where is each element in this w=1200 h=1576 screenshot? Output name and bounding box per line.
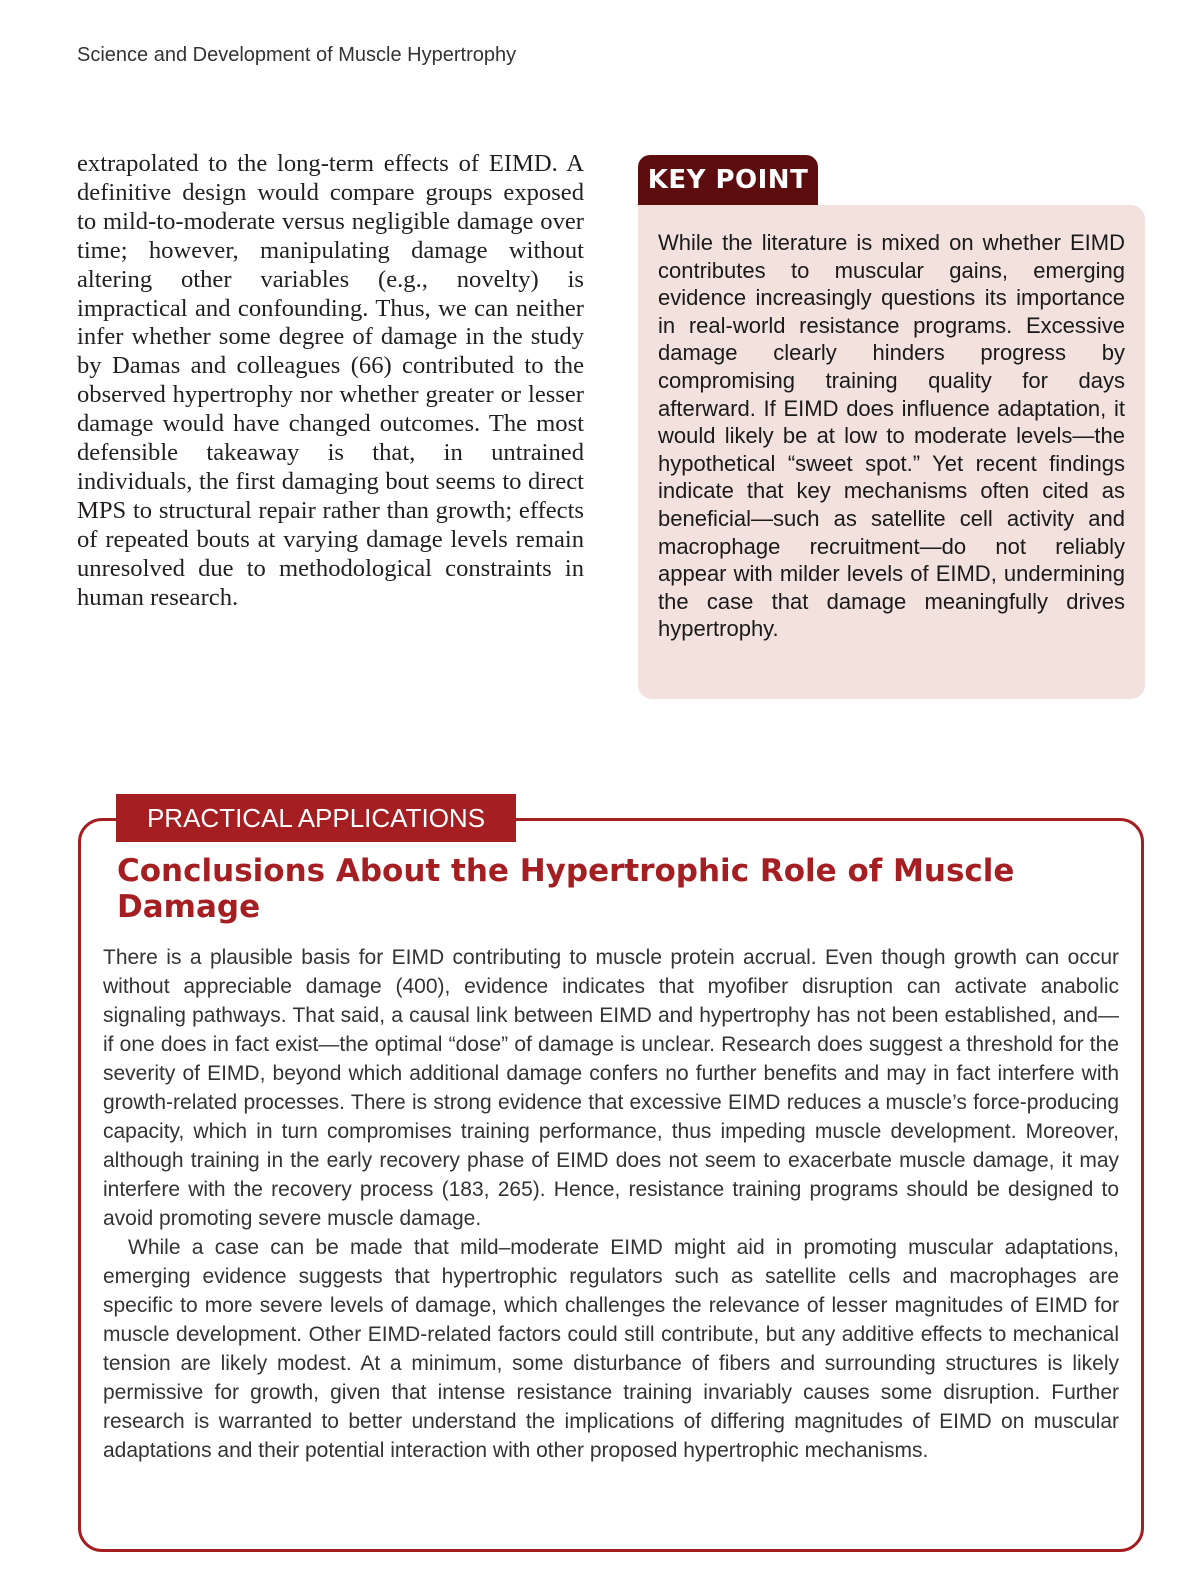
running-head: Science and Development of Muscle Hypertrophy (77, 44, 517, 66)
body-text-column: extrapolated to the long-term effects of EIMD. A definitive design would compare groups exposed to mild-to-moderate versus negligible damage over time; however, manipulating damage without altering other variables (e.g., novelty) is impractical and confounding. Thus, we can neither infer whether some degree of damage in the study by Damas and colleagues (66) contributed to the observed hypertrophy nor whether greater or lesser damage would have changed outcomes. The most defensible takeaway is that, in untrained individuals, the first damaging bout seems to direct MPS to structural repair rather than growth; effects of repeated bouts at varying damage levels remain unresolved due to methodological constraints in human research. (77, 150, 584, 611)
key-point-label: KEY POINT (638, 155, 818, 205)
key-point-text: While the literature is mixed on whether EIMD contributes to muscular gains, emerging evidence increasingly questions its importance in real-world resistance programs. Excessive damage clearly hinders progress by compromising training quality for days afterward. If EIMD does influence adaptation, it would likely be at low to moderate levels—the hypothetical “sweet spot.” Yet recent findings indicate that key mechanisms often cited as beneficial—such as satellite cell activity and macrophage recruitment—do not reliably appear with milder levels of EIMD, undermining the case that damage meaningfully drives hypertrophy. (658, 230, 1125, 642)
practical-applications-label: PRACTICAL APPLICATIONS (116, 794, 516, 842)
practical-applications-paragraph-2: While a case can be made that mild–moderate EIMD might aid in promoting muscular adaptations, emerging evidence suggests that hypertrophic regulators such as satellite cells and macrophages are specific to more severe levels of damage, which challenges the relevance of lesser magnitudes of EIMD for muscle development. Other EIMD-related factors could still contribute, but any additive effects to mechanical tension are likely modest. At a minimum, some disturbance of fibers and surrounding structures is likely permissive for growth, given that intense resistance training invariably causes some disruption. Further research is warranted to better understand the implications of differing magnitudes of EIMD on muscular adaptations and their potential interaction with other proposed hypertrophic mechanisms. (103, 1236, 1119, 1462)
key-point-box (638, 205, 1145, 699)
practical-applications-text (103, 943, 1119, 1465)
practical-applications-paragraph-1: There is a plausible basis for EIMD contributing to muscle protein accrual. Even though growth can occur without appreciable damage (400), evidence indicates that myofiber disruption can activate anabolic signaling pathways. That said, a causal link between EIMD and hypertrophy has not been established, and—if one does in fact exist—the optimal “dose” of damage is unclear. Research does suggest a threshold for the severity of EIMD, beyond which additional damage confers no further benefits and may in fact interfere with growth-related processes. There is strong evidence that excessive EIMD reduces a muscle’s force-producing capacity, which in turn compromises training performance, thus impeding muscle development. Moreover, although training in the early recovery phase of EIMD does not seem to exacerbate muscle damage, it may interfere with the recovery process (183, 265). Hence, resistance training programs should be designed to avoid promoting severe muscle damage. (103, 946, 1119, 1230)
practical-applications-title: Conclusions About the Hypertrophic Role of Muscle Damage (117, 853, 1015, 925)
